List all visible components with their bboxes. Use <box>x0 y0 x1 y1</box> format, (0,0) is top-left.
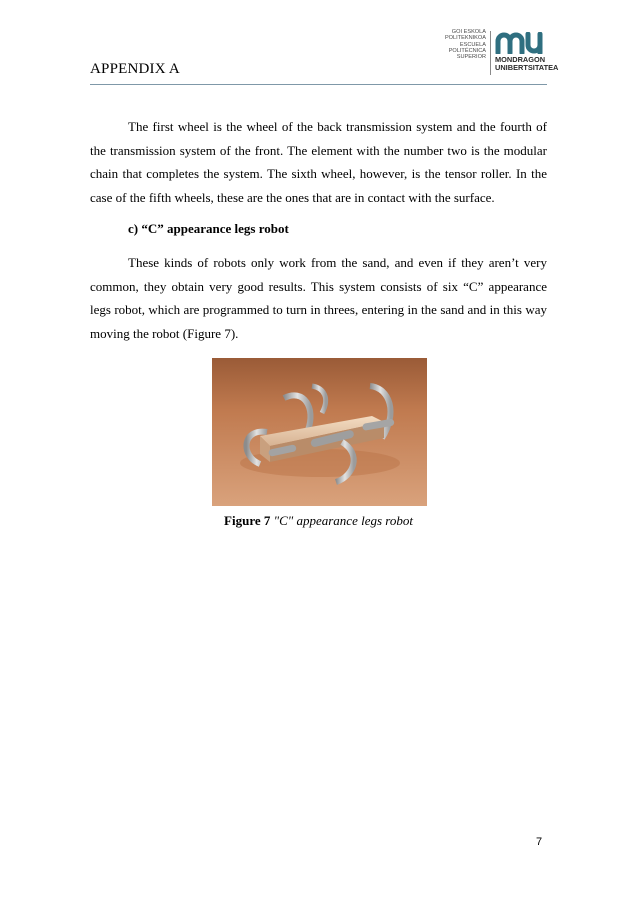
logo-divider <box>490 31 491 75</box>
page-number: 7 <box>536 836 543 848</box>
university-logo <box>438 29 559 83</box>
body-paragraph: The first wheel is the wheel of the back transmission system and the fourth of the transmission system of the front. The element with the number two is the modular chain that completes the system. The sixth wheel, however, is the tensor roller. In the case of the fifth wheels, these are the ones that are in contact with the surface. <box>90 119 547 205</box>
section-heading: c) “C” appearance legs robot <box>128 221 289 236</box>
robot-figure-image <box>212 358 427 506</box>
figure-caption <box>90 513 547 529</box>
body-paragraph: These kinds of robots only work from the sand, and even if they aren’t very common, they obtain very good results. This system consists of six “C” appearance legs robot, which are programmed to turn in threes, entering in the sand and in this way moving the robot (Figure 7). <box>90 255 547 341</box>
header-rule <box>90 84 547 85</box>
figure-caption-text: "C" appearance legs robot <box>273 513 413 528</box>
logo-school-name: GOI ESKOLA POLITEKNIKOA ESCUELA POLITÉCNICA SUPERIOR <box>444 29 486 61</box>
figure-label: Figure 7 <box>224 513 271 528</box>
header-title: APPENDIX A <box>90 61 180 77</box>
mu-logo-icon <box>495 32 547 54</box>
logo-university-name: MONDRAGON UNIBERTSITATEA <box>495 55 559 73</box>
